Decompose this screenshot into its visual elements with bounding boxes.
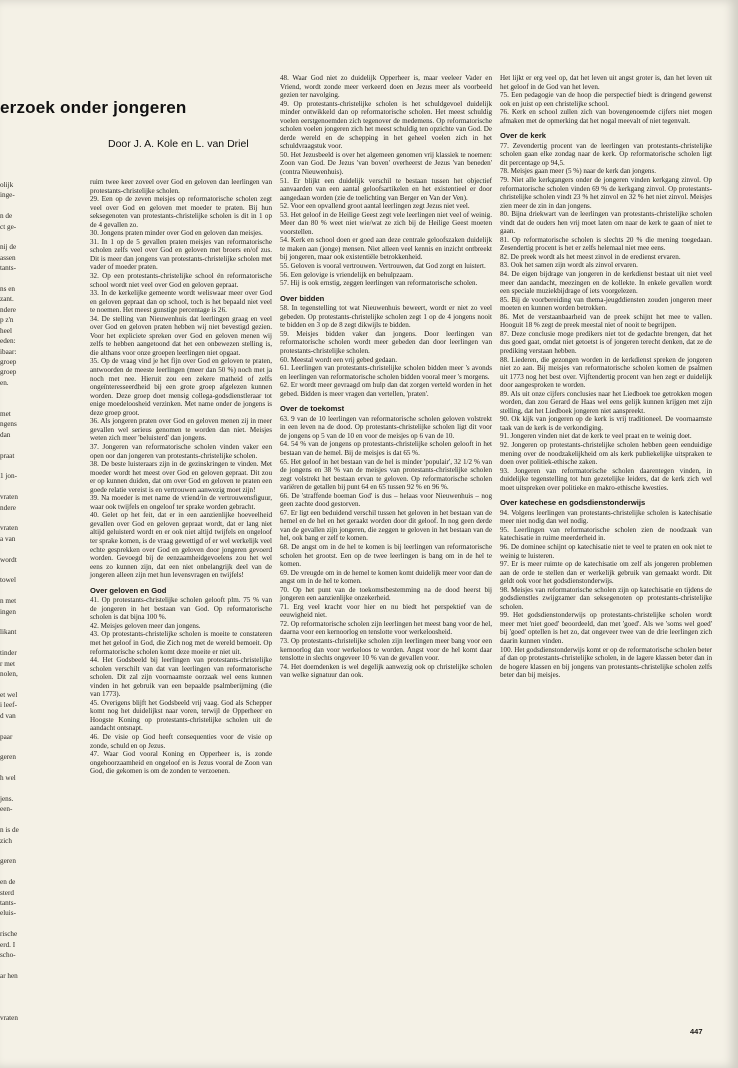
numbered-paragraph: 77. Zevendertig procent van de leerlingen van protestants-christelijke scholen gaan elke zondag naar de kerk. Op reformatorische scholen ligt dit percentage op 94,5. (500, 141, 712, 167)
numbered-paragraph: 29. Een op de zeven meisjes op reformatorische scholen zegt veel over God en geloven met moeder te praten. Bij hun seksegenoten van protestants-christelijke scholen is dit in 1 op de 4 gevallen zo. (90, 195, 272, 229)
edge-fragment: n met (0, 597, 17, 606)
numbered-paragraph: 97. Er is meer ruimte op de katechisatie om zelf als jongeren problemen aan de orde te stellen dan er werkelijk gebruik van gemaakt wordt. Dit geldt ook voor het godsdienstonderwijs. (500, 560, 712, 586)
edge-fragment (0, 981, 26, 991)
numbered-paragraph: 72. Op reformatorische scholen zijn leerlingen het meest bang voor de hel, daarna voor een kernoorlog en tenslotte voor werkeloosheid. (280, 619, 492, 637)
numbered-paragraph: 34. De stelling van Nieuwenhuis dat leerlingen graag en veel over God en geloven praten hebben wij niet bevestigd gezien. Voor het expliciete spreken over God en geloven menen wij zelfs te hebben aangetoond dat het een onbewezen stelling is, die althans voor onze groepen leerlingen niet opgaat. (90, 314, 272, 357)
edge-fragment: eluis- (0, 909, 16, 918)
edge-fragment: n is de (0, 826, 19, 835)
numbered-paragraph: 47. Waar God vooral Koning en Opperheer is, is zonde ongehoorzaamheid en ongeloof en is Jezus vooral de Zoon van God, die gekomen is om de zonden te verzoenen. (90, 750, 272, 776)
edge-fragment (0, 721, 26, 731)
edge-fragment: praat (0, 451, 15, 460)
numbered-paragraph: 64. 54 % van de jongens op protestants-christelijke scholen gelooft in het bestaan van de hemel. Bij de meisjes is dat 65 %. (280, 440, 492, 457)
numbered-paragraph: 57. Hij is ook ernstig, zeggen leerlingen van reformatorische scholen. (280, 279, 478, 288)
edge-fragment: scho- (0, 951, 16, 960)
numbered-paragraph: 59. Meisjes bidden vaker dan jongens. Door leerlingen van reformatorische scholen wordt meer gebeden dan door leerlingen van protestants-christelijke scholen. (280, 329, 492, 355)
numbered-paragraph: 78. Meisjes gaan meer (5 %) naar de kerk dan jongens. (500, 167, 657, 176)
numbered-paragraph: ruim twee keer zoveel over God en geloven dan leerlingen van protestants-christelijke scholen. (90, 178, 272, 195)
numbered-paragraph: 33. In de kerkelijke gemeente wordt weliswaar meer over God en geloven gepraat dan op school, toch is het bepaald niet veel te noemen. Het meest gunstige percentage is 26. (90, 289, 272, 315)
edge-fragment: erd. I (0, 940, 16, 949)
numbered-paragraph: 80. Bijna driekwart van de leerlingen van protestants-christelijke scholen vindt dat de ouders hen vrij moet laten om naar de kerk te gaan of niet te gaan. (500, 210, 712, 236)
edge-fragment: groep (0, 368, 17, 377)
edge-fragment: ibaar: (0, 347, 17, 356)
numbered-paragraph: 31. In 1 op de 5 gevallen praten meisjes van reformatorische scholen zelfs veel over God en geloven met broers en/of zus. Dit is meer dan jongens van protestants-christelijke scholen met vader of moeder praten. (90, 237, 272, 272)
numbered-paragraph: 67. Er ligt een beduidend verschil tussen het geloven in het bestaan van de hemel en de hel en het geraakt worden door dit geloof. In nog geen derde van de gevallen zijn jongeren, die zeggen te geloven in het bestaan van de hel, ook bang er zelf te komen. (280, 508, 492, 543)
numbered-paragraph: 39. Na moeder is met name de vriend/in de vertrouwensfiguur, waar ook twijfels en ongeloof ter sprake worden gebracht. (90, 494, 272, 511)
numbered-paragraph: 45. Overigens blijft het Godsbeeld vrij vaag. God als Schepper komt nog het duidelijkst naar voren, terwijl de Opperheer en Hoogste Koning op protestants-christelijke scholen uit de aandacht ontsnapt. (90, 698, 272, 733)
edge-fragment: eden: (0, 337, 16, 346)
numbered-paragraph: 96. De dominee schijnt op katechisatie niet te veel te praten en ook niet te weinig te luisteren. (500, 542, 712, 560)
numbered-paragraph: 82. De preek wordt als het meest zinvol in de eredienst ervaren. (500, 252, 681, 261)
numbered-paragraph: 54. Kerk en school doen er goed aan deze centrale geloofszaken duidelijk te maken aan (jonge) mensen. Niet alleen veel kennis en inzicht ontbreekt bij jongeren, maar ook existentiële betrokkenheid. (280, 236, 492, 262)
edge-fragment (0, 992, 26, 1002)
edge-fragment: zich (0, 836, 12, 845)
edge-fragment: geren (0, 857, 16, 866)
numbered-paragraph: 37. Jongeren van reformatorische scholen vinden vaker een open oor dan jongeren van protestants-christelijke scholen. (90, 442, 272, 460)
edge-fragment (0, 867, 26, 877)
edge-fragment (0, 399, 26, 409)
edge-fragment: wordt (0, 555, 17, 564)
numbered-paragraph: 75. Een pedagogie van de hoop die perspectief biedt is dringend gewenst ook en juist op een christelijke school. (500, 91, 712, 108)
edge-fragment: h wel (0, 774, 16, 783)
edge-fragment: jens. (0, 794, 14, 803)
edge-fragment: groep (0, 357, 17, 366)
edge-fragment (0, 586, 26, 596)
section-heading: Over bidden (280, 293, 325, 303)
numbered-paragraph: 48. Waar God niet zo duidelijk Opperheer is, maar veeleer Vader en Vriend, wordt zonde meer verkeerd doen en Jezus meer als voorbeeld gezien ter navolging. (280, 74, 492, 100)
numbered-paragraph: 90. Ok kijk van jongeren op de kerk is vrij traditioneel. De voornaamste taak van de kerk is de verkondiging. (500, 415, 712, 432)
numbered-paragraph: 85. Bij de voorbereiding van thema-jeugddiensten zouden jongeren meer moeten en kunnen worden betrokken. (500, 295, 712, 313)
edge-fragment (0, 680, 26, 690)
numbered-paragraph: 42. Meisjes geloven meer dan jongens. (90, 621, 201, 630)
numbered-paragraph: 99. Het godsdienstonderwijs op protestants-christelijke scholen wordt meer met 'niet goed' beoordeeld, dan met 'goed'. Als we 'soms wel goed' bij 'goed' optellen is het zo, dat ongeveer twee van de drie leerlingen zich daarin kunnen vinden. (500, 611, 712, 645)
numbered-paragraph: Het lijkt er erg veel op, dat het leven uit angst groter is, dan het leven uit het geloof in de God van het leven. (500, 74, 712, 91)
numbered-paragraph: 49. Op protestants-christelijke scholen is het schuldgevoel duidelijk minder ontwikkeld dan op reformatorische scholen. Het meest schuldig voelen eerstgenoemden zich tegenover de medemens. Op reformatorische scholen voelen jongeren zich het meest schuldig ten opzichte van God. De derde wereld en de schepping in het geheel voelen zich in het schuldvraagstuk voor. (280, 99, 492, 151)
edge-fragment (0, 846, 26, 856)
numbered-paragraph: 86. Met de verstaanbaarheid van de preek schijnt het mee te vallen. Hooguit 18 % zegt de preek meestal niet of nooit te begrijpen. (500, 312, 712, 330)
edge-fragment: likant (0, 628, 17, 637)
edge-fragment: r met (0, 659, 15, 668)
numbered-paragraph: 79. Niet alle kerkgangers onder de jongeren vinden kerkgang zinvol. Op reformatorische scholen vinden 69 % de kerkgang zinvol. Op protestants-christelijke scholen vindt 23 % het zinvol en 32 % het niet zinvol. Meisjes zien meer de zin in dan jongens. (500, 176, 712, 210)
numbered-paragraph: 30. Jongens praten minder over God en geloven dan meisjes. (90, 229, 263, 238)
edge-fragment: ar hen (0, 971, 18, 980)
edge-fragment: vraten (0, 493, 18, 502)
numbered-paragraph: 61. Leerlingen van protestants-christelijke scholen bidden meer 's avonds en leerlingen van reformatorische scholen bidden vooral meer 's morgens. (280, 364, 492, 381)
numbered-paragraph: 88. Liederen, die gezongen worden in de kerkdienst spreken de jongeren niet zo aan. Bij meisjes van reformatorische scholen komen de psalmen uit 1773 nog het best over. Vijftendertig procent van hen zegt er duidelijk door aangesproken te worden. (500, 355, 712, 390)
edge-fragment (0, 763, 26, 773)
edge-fragment (0, 388, 26, 398)
edge-fragment: en de (0, 878, 16, 887)
edge-fragment: vraten (0, 524, 18, 533)
numbered-paragraph: 58. In tegenstelling tot wat Nieuwenhuis beweert, wordt er niet zo veel gebeden. Op protestants-christelijke scholen zegt 1 op de 4 jongens nooit te bidden en 3 op de 8 zegt dikwijls te bidden. (280, 304, 492, 330)
edge-fragment (0, 513, 26, 523)
edge-fragment (0, 784, 26, 794)
numbered-paragraph: 32. Op een protestants-christelijke school én reformatorische school wordt niet veel over God en geloven gepraat. (90, 272, 272, 289)
numbered-paragraph: 94. Volgens leerlingen van protestants-christelijke scholen is katechisatie meer niet nodig dan wel nodig. (500, 508, 712, 526)
edge-fragment (0, 742, 26, 752)
numbered-paragraph: 89. Als uit onze cijfers conclusies naar het Liedboek toe getrokken mogen worden, dan zou Gerard de Haas wel eens gelijk kunnen krijgen met zijn stelling, dat het Liedboek jongeren niet aanspreekt. (500, 389, 712, 415)
section-heading: Over de kerk (500, 131, 547, 141)
numbered-paragraph: 38. De beste luisteraars zijn in de gezinskringen te vinden. Met moeder wordt het meest over God en geloven gepraat. Dit zou er op kunnen duiden, dat om over God en geloven te praten een goede relatie vereist is en vertrouwen aanwezig moet zijn! (90, 460, 272, 494)
numbered-paragraph: 69. De vreugde om in de hemel te komen komt duidelijk meer voor dan de angst om in de hel te komen. (280, 568, 492, 586)
edge-fragment: tinder (0, 649, 17, 658)
edge-fragment (0, 815, 26, 825)
edge-fragment: ngens (0, 420, 17, 429)
edge-fragment (0, 544, 26, 554)
edge-fragment (0, 617, 26, 627)
numbered-paragraph: 98. Meisjes van reformatorische scholen zijn op katechisatie en tijdens de godsdienstles zwijgzamer dan seksegenoten op protestants-christelijke scholen. (500, 585, 712, 611)
edge-fragment (0, 232, 26, 242)
edge-fragment: geren (0, 753, 16, 762)
numbered-paragraph: 95. Leerlingen van reformatorische scholen zien de noodzaak van katechisatie in ruime meerderheid in. (500, 525, 712, 543)
edge-fragment: olijk (0, 181, 14, 189)
edge-fragment (0, 960, 26, 970)
numbered-paragraph: 83. Ook het samen zijn wordt als zinvol ervaren. (500, 261, 638, 270)
edge-fragment: sterd (0, 888, 14, 897)
edge-fragment: ndere (0, 305, 16, 314)
numbered-paragraph: 35. Op de vraag vind je het fijn over God en geloven te praten, antwoorden de meeste leerlingen (meer dan 50 %) noch met ja noch met nee. Hieruit zou een zekere matheid of zelfs ongeïnteresseerdheid bij een grote groep afgelezen kunnen worden. Deze groep doet mensig collega-godsdienstleraar tot enige moedeloosheid verzinken. Met name onder de jongens is deze groep groot. (90, 357, 272, 417)
edge-fragment (0, 1002, 26, 1012)
numbered-paragraph: 36. Als jongeren praten over God en geloven menen zij in meer gevallen wel serieus genomen te worden dan niet. Meisjes weten zich meer 'beluisterd' dan jongens. (90, 417, 272, 443)
edge-fragment: tants- (0, 264, 16, 273)
numbered-paragraph: 63. 9 van de 10 leerlingen van reformatorische scholen geloven volstrekt in een leven na de dood. Op protestants-christelijke scholen ligt dit voor de jongens op 5 van de 10 en voor de meisjes op 6 van de 10. (280, 414, 492, 440)
numbered-paragraph: 46. De visie op God heeft consequenties voor de visie op zonde, schuld en op Jezus. (90, 733, 272, 750)
edge-fragment (0, 919, 26, 929)
numbered-paragraph: 70. Op het punt van de toekomstbestemming na de dood heerst bij jongeren een aanzienlijke onzekerheid. (280, 585, 492, 603)
numbered-paragraph: 84. De eigen bijdrage van jongeren in de kerkdienst bestaat uit niet veel meer dan aandacht, meezingen en de kollekte. In enkele gevallen wordt een speciale muziekbijdrage of iets voorgelezen. (500, 270, 712, 296)
edge-fragment: zant. (0, 295, 14, 304)
previous-page-edge-text (0, 180, 26, 1022)
numbered-paragraph: 56. Een gelovige is vriendelijk en behulpzaam. (280, 270, 414, 279)
edge-fragment: d van (0, 711, 16, 720)
numbered-paragraph: 66. De 'straffende boeman God' is dus – helaas voor Nieuwenhuis – nog geen zachte dood gestorven. (280, 491, 492, 509)
edge-fragment (0, 440, 26, 450)
edge-fragment: en. (0, 378, 9, 387)
numbered-paragraph: 100. Het godsdienstonderwijs komt er op de reformatorische scholen beter af dan op protestants-christelijke scholen, in de lagere klassen beter dan in de hogere klassen en bij jongens van protestants-christelijke scholen zelfs beter dan bij meisjes. (500, 645, 712, 680)
numbered-paragraph: 91. Jongeren vinden niet dat de kerk te veel praat en te weinig doet. (500, 432, 692, 441)
edge-fragment: nij de (0, 243, 17, 252)
text-column-right (500, 74, 712, 1040)
section-heading: Over de toekomst (280, 404, 345, 414)
edge-fragment (0, 482, 26, 492)
edge-fragment: ingen (0, 607, 16, 616)
article-byline: Door J. A. Kole en L. van Driel (108, 138, 249, 150)
numbered-paragraph: 65. Het geloof in het bestaan van de hel is minder 'populair', 32 1/2 % van de jongens en 38 % van de meisjes van protestants-christelijke scholen zegt volstrekt het bestaan ervan te geloven. Op reformatorische scholen variëren de getallen bij punt 64 en 65 tussen 92 % en 96 %. (280, 457, 492, 492)
text-column-middle (280, 74, 492, 1040)
numbered-paragraph: 40. Gelet op het feit, dat er in een aanzienlijke hoeveelheid gevallen over God en geloven gepraat wordt, dat er lang niet altijd geluisterd wordt en er ook niet altijd twijfels en ongeloof ter sprake komen, is de vraag gewettigd of er wel werkelijk veel echte gesprekken over God en geloven door jongeren gevoerd worden. Gevoegd bij de eenzaamheidgevoelens zou het wel eens zo kunnen zijn, dat een niet onbelangrijk deel van de jongeren alleen zijn met hun levensvragen en twijfels! (90, 511, 273, 580)
edge-fragment: ndere (0, 503, 16, 512)
numbered-paragraph: 62. Er wordt meer gevraagd om hulp dan dat zorgen verteld worden in het gebed. Bidden is meer vragen dan vertellen, 'praten'. (280, 381, 492, 398)
edge-fragment: p z'n (0, 316, 14, 325)
edge-fragment: een- (0, 805, 13, 814)
edge-fragment: tants- (0, 899, 16, 908)
numbered-paragraph: 76. Kerk en school zullen zich van bovengenoemde cijfers niet mogen afmaken met de opmerking dat het nogal meevalt of niet tegenvalt. (500, 108, 712, 125)
edge-fragment: a van (0, 534, 16, 543)
numbered-paragraph: 55. Geloven is vooral vertrouwen. Vertrouwen, dat God zorgt en luistert. (280, 262, 486, 271)
numbered-paragraph: 74. Het doemdenken is wel degelijk aanwezig ook op christelijke scholen van welke signatuur dan ook. (280, 662, 492, 680)
article-title: erzoek onder jongeren (0, 98, 187, 117)
edge-fragment: 1 jon- (0, 472, 17, 481)
edge-fragment: inge- (0, 191, 15, 200)
numbered-paragraph: 51. Er blijkt een duidelijk verschil te bestaan tussen het objectief aanvaarden van een aantal geloofsartikelen en het existentieel er door aangedaan worden (zie de toelichting van Berger en Van der Ven). (280, 176, 492, 202)
edge-fragment: vraten (0, 1013, 18, 1022)
numbered-paragraph: 71. Erg veel kracht voor hier en nu biedt het perspektief van de eeuwigheid niet. (280, 602, 492, 620)
edge-fragment (0, 565, 26, 575)
edge-fragment (0, 638, 26, 648)
numbered-paragraph: 60. Meestal wordt een vrij gebed gedaan. (280, 355, 398, 364)
edge-fragment: n de (0, 212, 13, 221)
section-heading: Over katechese en godsdienstonderwijs (500, 498, 646, 508)
numbered-paragraph: 44. Het Godsbeeld bij leerlingen van protestants-christelijke scholen verschilt van dat van leerlingen van reformatorische scholen. Dit zal zijn voornaamste oorzaak wel eens kunnen vinden in het gebruik van een bepaalde psalmberijming (die van 1773). (90, 656, 272, 699)
edge-fragment: ns en (0, 285, 15, 294)
numbered-paragraph: 52. Voor een opvallend groot aantal leerlingen zegt Jezus niet veel. (280, 202, 470, 211)
edge-fragment: paar (0, 732, 13, 741)
edge-fragment: heel (0, 326, 12, 335)
numbered-paragraph: 73. Op protestants-christelijke scholen zijn leerlingen meer bang voor een kernoorlog dan voor werkeloos te worden. Angst voor de hel komt daar tenslotte in slechts ongeveer 10 % van de gevallen voor. (280, 637, 492, 663)
edge-fragment: et wel (0, 690, 18, 699)
numbered-paragraph: 68. De angst om in de hel te komen is bij leerlingen van reformatorische scholen het grootst. Een op de twee leerlingen is bang om in de hel te komen. (280, 542, 492, 569)
numbered-paragraph: 50. Het Jezusbeeld is over het algemeen genomen vrij klassiek te noemen: Zoon van God. De Jezus 'van boven' overheerst de Jezus 'van beneden' (contra Nieuwenhuis). (280, 150, 492, 177)
edge-fragment: dan (0, 430, 11, 439)
edge-fragment: ct ge- (0, 222, 17, 231)
page-number: 447 (690, 1027, 703, 1036)
edge-fragment (0, 461, 26, 471)
numbered-paragraph: 81. Op reformatorische scholen is slechts 20 % die mening toegedaan. Zesendertig procent is het er zelfs helemaal niet mee eens. (500, 235, 712, 253)
edge-fragment: assen (0, 253, 16, 262)
edge-fragment: rische (0, 930, 18, 939)
text-column-left (90, 178, 272, 1038)
edge-fragment (0, 274, 26, 284)
numbered-paragraph: 92. Jongeren op protestants-christelijke scholen hebben geen eenduidige mening over de noodzakelijkheid om als kerk publiekelijke uitspraken te doen over politiek-ethische zaken. (500, 440, 712, 467)
numbered-paragraph: 53. Het geloof in de Heilige Geest zegt vele leerlingen niet veel of weinig. Meer dan 80 % weet niet wie/wat ze zich bij de Heilige Geest moeten voorstellen. (280, 210, 492, 236)
edge-fragment: towel (0, 576, 16, 585)
section-heading: Over geloven en God (90, 585, 167, 595)
numbered-paragraph: 41. Op protestants-christelijke scholen gelooft plm. 75 % van de jongeren in het bestaan van God. Op reformatorische scholen is dat bijna 100 %. (90, 596, 272, 622)
edge-fragment: nolen, (0, 670, 18, 679)
edge-fragment: i leef- (0, 701, 17, 710)
numbered-paragraph: 43. Op protestants-christelijke scholen is moeite te constateren met het geloof in God, die Zich nog met de wereld bemoeit. Op reformatorische scholen komt deze moeite er niet uit. (90, 630, 272, 656)
numbered-paragraph: 93. Jongeren van reformatorische scholen daarentegen vinden, in duidelijke tegenstelling tot hun gezetelijke leiders, dat de kerk zich wel moet uitspreken over politieke en makro-ethische kwesties. (500, 466, 712, 492)
edge-fragment (0, 201, 26, 211)
edge-fragment: met (0, 409, 11, 418)
numbered-paragraph: 87. Deze conclusie moge predikers niet tot de gedachte brengen, dat het dus goed gaat, omdat niet getoetst is of jongeren terecht denken, dat ze de prediking verstaan hebben. (500, 329, 712, 355)
